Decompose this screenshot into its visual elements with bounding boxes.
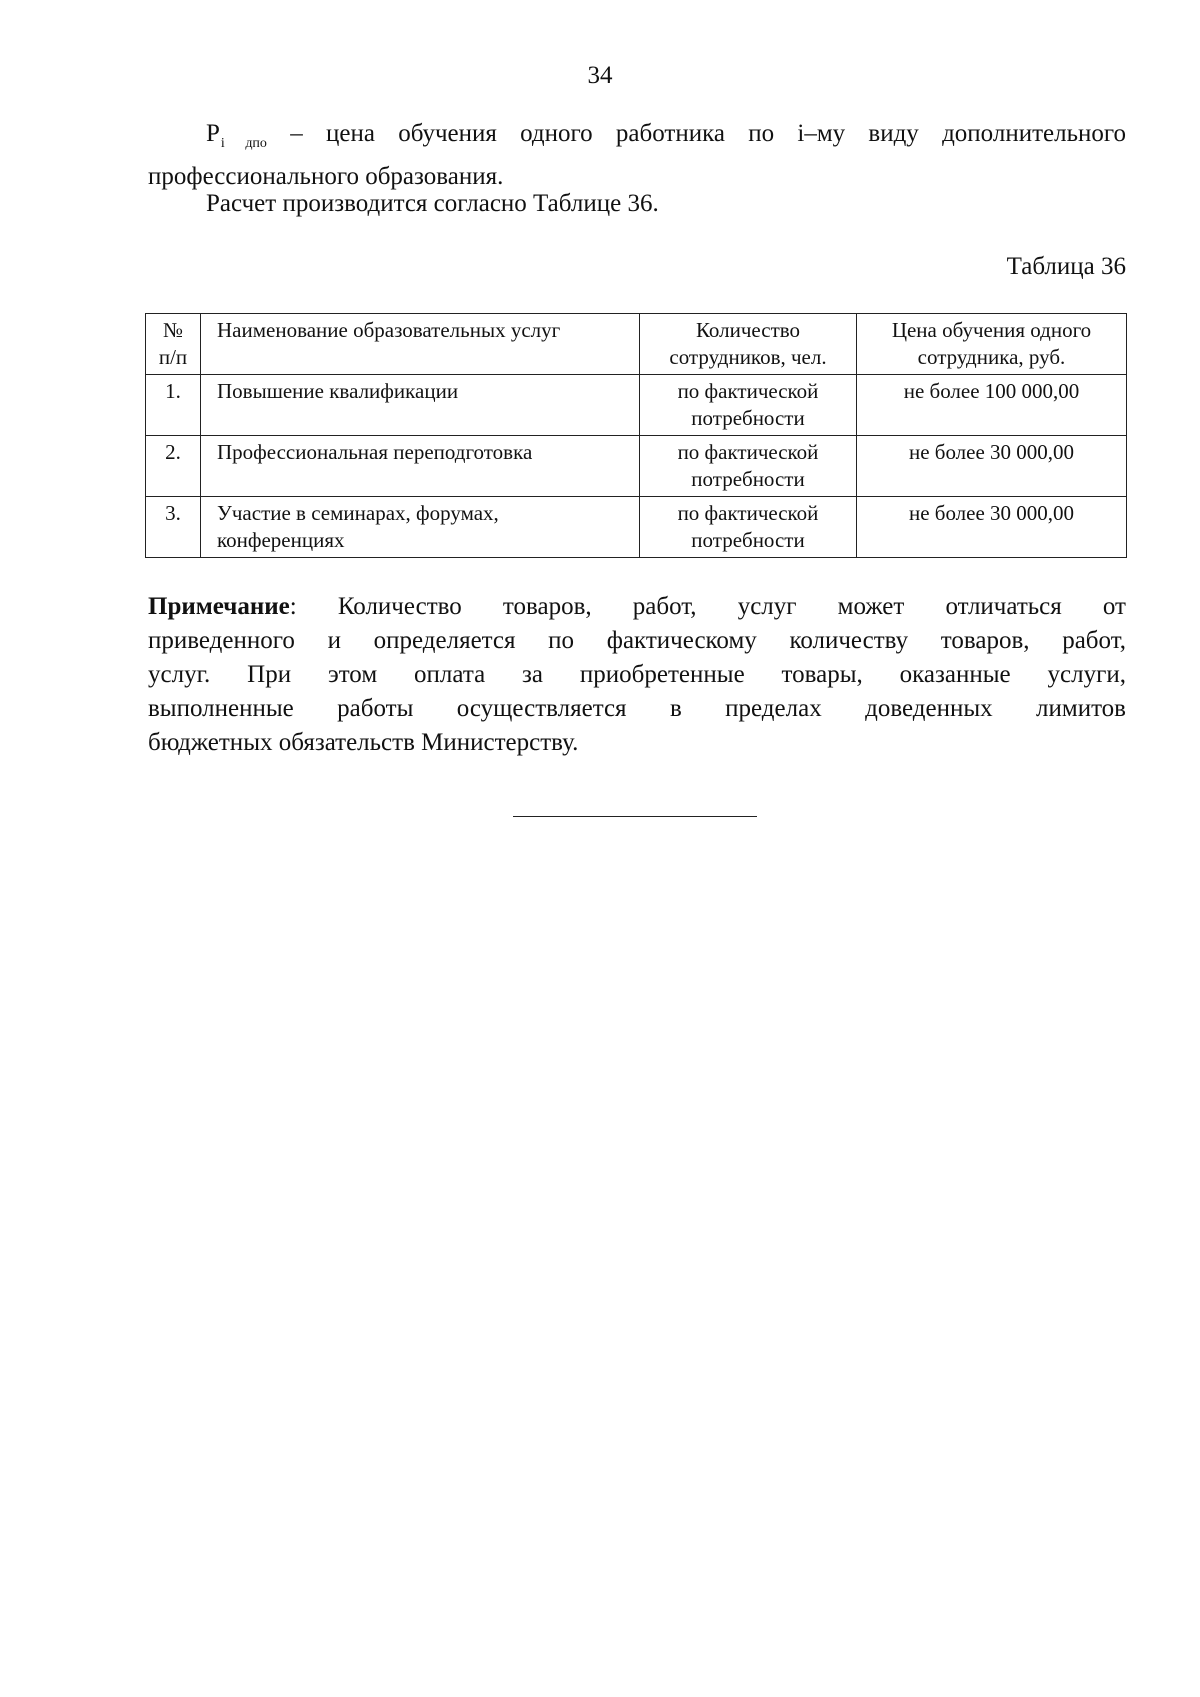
row-number: 2.: [146, 436, 201, 497]
row-name: [201, 497, 640, 558]
table-row: [146, 497, 1127, 558]
header-quantity: [640, 314, 857, 375]
row-name-line2: конференциях: [217, 528, 345, 552]
row-quantity-line1: по фактической: [677, 440, 819, 464]
row-quantity-line1: по фактической: [677, 379, 819, 403]
row-price: не более 30 000,00: [857, 497, 1127, 558]
services-table: [145, 313, 1127, 558]
row-name: [201, 375, 640, 436]
table-caption: Таблица 36: [1006, 253, 1126, 280]
header-number-line2: п/п: [158, 345, 188, 369]
header-name: Наименование образовательных услуг: [201, 314, 640, 375]
table-row: [146, 436, 1127, 497]
row-name-line1: Участие в семинарах, форумах,: [217, 501, 499, 525]
formula-symbol-subscript: i дпо: [220, 136, 267, 151]
note-paragraph: [148, 590, 1126, 760]
formula-line-1: [148, 117, 1126, 160]
page-number: 34: [587, 62, 613, 89]
note-line-2: приведенного и определяется по фактическому количеству товаров, работ,: [148, 627, 1126, 654]
header-number-line1: №: [162, 318, 184, 342]
row-quantity: [640, 436, 857, 497]
row-quantity: [640, 497, 857, 558]
header-price: [857, 314, 1127, 375]
row-price: не более 100 000,00: [857, 375, 1127, 436]
row-quantity-line1: по фактической: [677, 501, 819, 525]
note-line-1-text: : Количество товаров, работ, услуг может отличаться от: [289, 593, 1126, 620]
calc-note: Расчет производится согласно Таблице 36.: [206, 190, 659, 217]
row-name-line1: Профессиональная переподготовка: [217, 440, 533, 464]
table-header-row: [146, 314, 1127, 375]
header-price-line1: Цена обучения одного: [891, 318, 1092, 342]
note-line-4: выполненные работы осуществляется в пределах доведенных лимитов: [148, 695, 1126, 722]
row-quantity: [640, 375, 857, 436]
formula-definition: – цена обучения одного работника по i–му виду дополнительного: [266, 120, 1126, 147]
formula-line-2: профессионального образования.: [148, 163, 504, 190]
row-number: 3.: [146, 497, 201, 558]
table-row: [146, 375, 1127, 436]
row-number: 1.: [146, 375, 201, 436]
row-price: не более 30 000,00: [857, 436, 1127, 497]
note-label: Примечание: [148, 593, 290, 620]
row-quantity-line2: потребности: [691, 406, 805, 430]
note-line-3: услуг. При этом оплата за приобретенные товары, оказанные услуги,: [148, 661, 1126, 688]
note-line-5: бюджетных обязательств Министерству.: [148, 729, 579, 756]
end-divider: [513, 816, 757, 817]
note-line-1: [148, 590, 1126, 624]
formula-paragraph: [148, 117, 1126, 193]
row-name-line1: Повышение квалификации: [217, 379, 459, 403]
header-price-line2: сотрудника, руб.: [917, 345, 1066, 369]
formula-symbol: P: [206, 120, 221, 147]
header-quantity-line1: Количество: [695, 318, 801, 342]
header-number: [146, 314, 201, 375]
row-quantity-line2: потребности: [691, 528, 805, 552]
row-name: [201, 436, 640, 497]
header-quantity-line2: сотрудников, чел.: [669, 345, 827, 369]
row-quantity-line2: потребности: [691, 467, 805, 491]
